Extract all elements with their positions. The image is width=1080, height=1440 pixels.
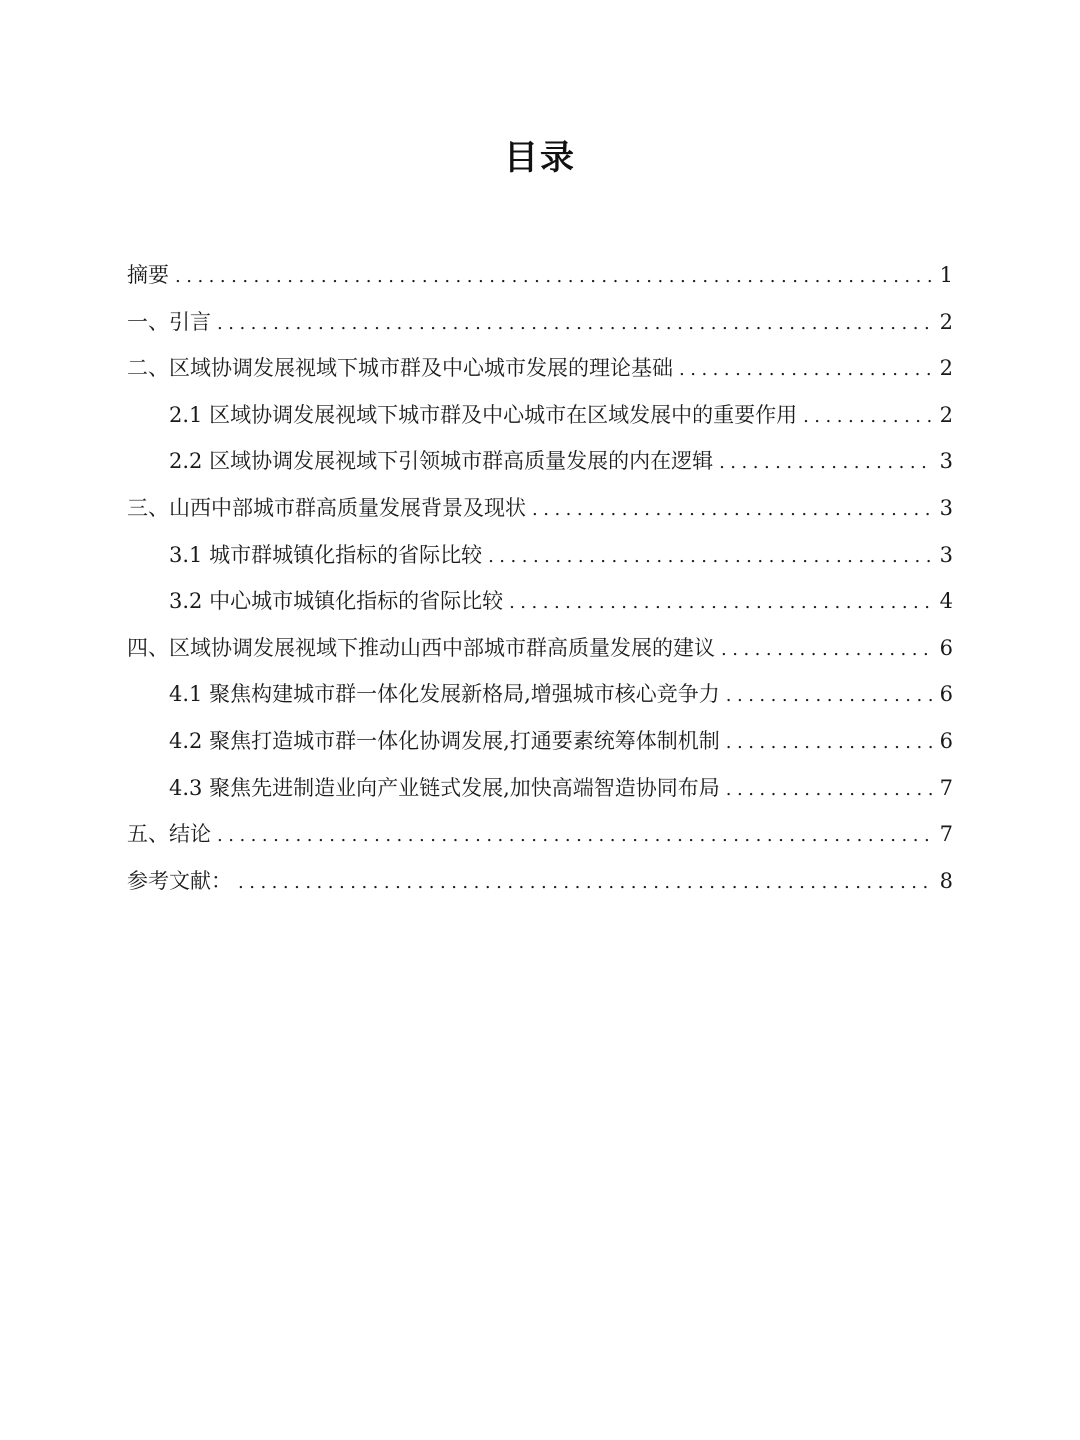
toc-entry-label: 3.1 城市群城镇化指标的省际比较	[169, 542, 483, 567]
toc-entry-label: 三、山西中部城市群高质量发展背景及现状	[127, 495, 526, 520]
toc-leader-dots	[238, 860, 933, 907]
toc-entry-label: 4.1 聚焦构建城市群一体化发展新格局,增强城市核心竞争力	[169, 682, 720, 707]
toc-leader-dots	[679, 347, 933, 394]
toc-entry-page: 6	[939, 635, 953, 660]
toc-entry[interactable]	[127, 625, 953, 672]
toc-entry[interactable]	[127, 299, 953, 346]
toc-leader-dots	[719, 440, 933, 487]
toc-subentry[interactable]	[127, 392, 953, 439]
toc-entry-label: 4.2 聚焦打造城市群一体化协调发展,打通要素统筹体制机制	[169, 728, 720, 753]
toc-entry-page: 8	[939, 868, 953, 893]
toc-leader-dots	[217, 301, 933, 348]
toc-entry[interactable]	[127, 252, 953, 299]
toc-entry-label: 四、区域协调发展视域下推动山西中部城市群高质量发展的建议	[127, 635, 715, 660]
toc-entry-page: 6	[939, 728, 953, 753]
toc-entry-page: 1	[939, 263, 953, 287]
toc-entry[interactable]	[127, 858, 953, 905]
toc-entry-page: 7	[939, 822, 953, 847]
toc-entry-page: 2	[939, 309, 953, 334]
toc-entry-page: 2	[939, 356, 953, 381]
toc-subentry[interactable]	[127, 718, 953, 765]
toc-leader-dots	[803, 394, 933, 441]
toc-entry[interactable]	[127, 485, 953, 532]
toc-leader-dots	[721, 627, 933, 674]
toc-entry-label: 2.2 区域协调发展视域下引领城市群高质量发展的内在逻辑	[169, 449, 714, 474]
toc-entry[interactable]	[127, 345, 953, 392]
toc-entry-page: 3	[939, 542, 953, 567]
toc-subentry[interactable]	[127, 438, 953, 485]
toc-entry-page: 3	[939, 495, 953, 520]
toc-entry-label: 二、区域协调发展视域下城市群及中心城市发展的理论基础	[127, 356, 673, 381]
toc-entry-page: 3	[939, 449, 953, 474]
toc-entry-page: 4	[939, 589, 953, 614]
toc-leader-dots	[509, 580, 933, 627]
toc-subentry[interactable]	[127, 671, 953, 718]
toc-leader-dots	[175, 254, 933, 301]
toc-leader-dots	[726, 767, 933, 814]
toc-entry-label: 4.3 聚焦先进制造业向产业链式发展,加快高端智造协同布局	[169, 775, 720, 800]
toc-entry-page: 7	[939, 775, 953, 800]
page-title: 目录	[504, 138, 576, 178]
toc-subentry[interactable]	[127, 765, 953, 812]
toc-entry-label: 3.2 中心城市城镇化指标的省际比较	[169, 589, 504, 614]
toc-leader-dots	[726, 673, 933, 720]
toc-leader-dots	[217, 813, 933, 860]
toc-entry-label: 参考文献：	[127, 868, 232, 893]
toc-subentry[interactable]	[127, 578, 953, 625]
toc-entry-page: 2	[939, 402, 953, 427]
toc-entry-label: 五、结论	[127, 822, 211, 847]
table-of-contents	[127, 252, 953, 904]
toc-leader-dots	[488, 534, 933, 581]
toc-leader-dots	[532, 487, 933, 534]
toc-entry-label: 摘要	[127, 263, 169, 287]
toc-leader-dots	[726, 720, 933, 767]
toc-entry-page: 6	[939, 682, 953, 707]
toc-entry-label: 一、引言	[127, 309, 211, 334]
toc-entry[interactable]	[127, 811, 953, 858]
toc-entry-label: 2.1 区域协调发展视域下城市群及中心城市在区域发展中的重要作用	[169, 402, 798, 427]
toc-subentry[interactable]	[127, 532, 953, 579]
